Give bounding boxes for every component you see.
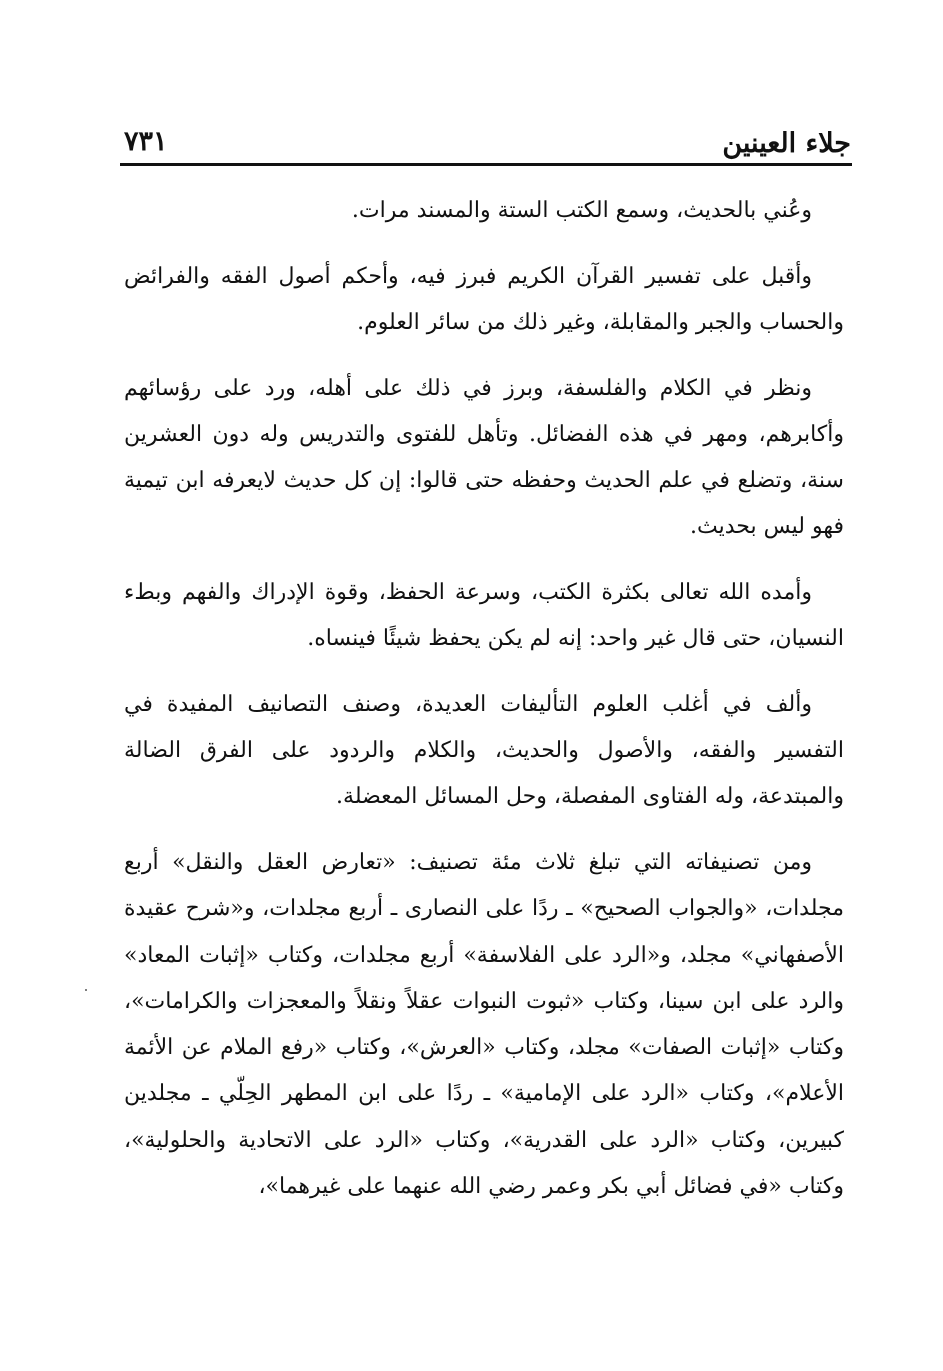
paragraph-1: وعُني بالحديث، وسمع الكتب الستة والمسند مرات. — [351, 198, 812, 223]
body-text — [124, 188, 844, 1230]
running-header — [124, 126, 851, 162]
paragraph-3: ونظر في الكلام والفلسفة، وبرز في ذلك على أهله، ورد على رؤسائهم وأكابرهم، ومهر في هذه الفضائل. وتأهل للفتوى والتدريس وله دون العشرين سنة، وتضلع في علم الحديث وحفظه حتى قالوا: إن كل حديث لايعرفه ابن تيمية فهو ليس بحديث. — [124, 376, 844, 539]
paragraph-6: ومن تصنيفاته التي تبلغ ثلاث مئة تصنيف: «تعارض العقل والنقل» أربع مجلدات، «والجواب الصحيح» ـ ردًا على النصارى ـ أربع مجلدات، و«شرح عقيدة الأصفهاني» مجلد، و«الرد على الفلاسفة» أربع مجلدات، وكتاب «إثبات المعاد» والرد على ابن سينا، وكتاب «ثبوت النبوات عقلاً ونقلاً والمعجزات والكرامات»، وكتاب «إثبات الصفات» مجلد، وكتاب «العرش»، وكتاب «رفع الملام عن الأئمة الأعلام»، وكتاب «الرد على الإمامية» ـ ردًا على ابن المطهر الحِلّي ـ مجلدين كبيرين، وكتاب «الرد على القدرية»، وكتاب «الرد على الاتحادية والحلولية»، وكتاب «في فضائل أبي بكر وعمر رضي الله عنهما على غيرهما»، — [124, 850, 844, 1200]
paragraph-5: وألف في أغلب العلوم التأليفات العديدة، وصنف التصانيف المفيدة في التفسير والفقه، والأصول والحديث، والكلام والردود على الفرق الضالة والمبتدعة، وله الفتاوى المفصلة، وحل المسائل المعضلة. — [124, 692, 844, 809]
paragraph-4: وأمده الله تعالى بكثرة الكتب، وسرعة الحفظ، وقوة الإدراك والفهم وبطء النسيان، حتى قال غير واحد: إنه لم يكن يحفظ شيئًا فينساه. — [124, 580, 844, 651]
page-number: ٧٣١ — [124, 126, 168, 157]
scan-speck — [85, 989, 87, 991]
header-rule — [120, 163, 852, 166]
book-title: جلاء العينين — [722, 128, 851, 159]
paragraph-2: وأقبل على تفسير القرآن الكريم فبرز فيه، وأحكم أصول الفقه والفرائض والحساب والجبر والمقابلة، وغير ذلك من سائر العلوم. — [124, 264, 844, 335]
